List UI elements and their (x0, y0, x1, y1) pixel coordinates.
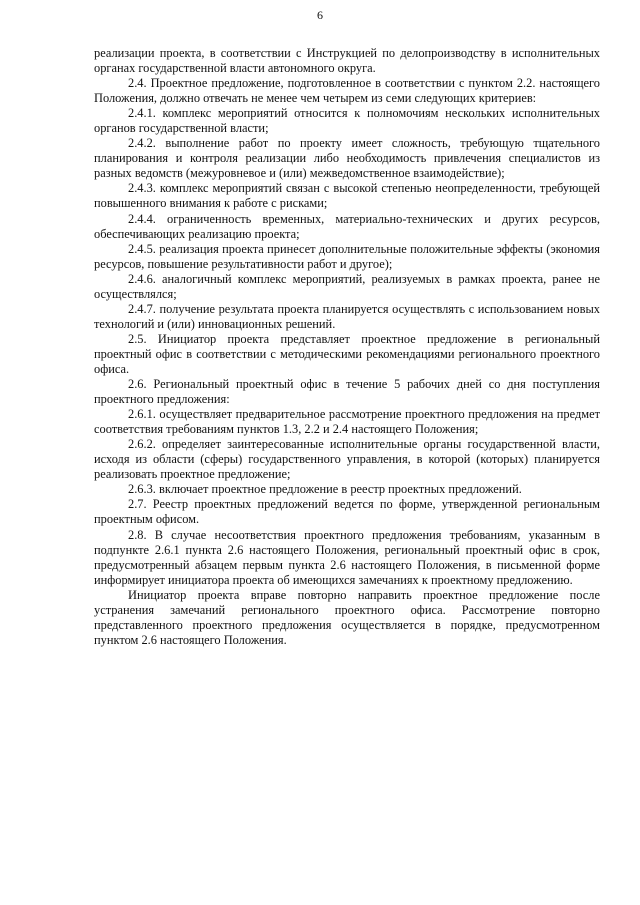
paragraph-2-4: 2.4. Проектное предложение, подготовленное в соответствии с пунктом 2.2. настоящего Положения, должно отвечать не менее чем четырем из семи следующих критериев: (94, 76, 600, 106)
document-body (94, 46, 600, 648)
paragraph-2-4-3: 2.4.3. комплекс мероприятий связан с высокой степенью неопределенности, требующей повышенного внимания к работе с рисками; (94, 181, 600, 211)
paragraph-2-7: 2.7. Реестр проектных предложений ведется по форме, утвержденной региональным проектным офисом. (94, 497, 600, 527)
paragraph-2-5: 2.5. Инициатор проекта представляет проектное предложение в региональный проектный офис в соответствии с методическими рекомендациями регионального проектного офиса. (94, 331, 600, 376)
paragraph-2-4-6: 2.4.6. аналогичный комплекс мероприятий, реализуемых в рамках проекта, ранее не осуществлялся; (94, 271, 600, 301)
paragraph-2-4-5: 2.4.5. реализация проекта принесет дополнительные положительные эффекты (экономия ресурсов, повышение результативности работ и другое); (94, 241, 600, 271)
paragraph-2-6-3: 2.6.3. включает проектное предложение в реестр проектных предложений. (128, 482, 522, 497)
paragraph-2-4-7: 2.4.7. получение результата проекта планируется осуществлять с использованием новых технологий и (или) инновационных решений. (94, 301, 600, 331)
paragraph-resubmission: Инициатор проекта вправе повторно направить проектное предложение после устранения замечаний регионального проектного офиса. Рассмотрение повторно представленного проектного предложения осуществляется в порядке, предусмотренном пунктом 2.6 настоящего Положения. (94, 587, 600, 647)
paragraph-2-8: 2.8. В случае несоответствия проектного предложения требованиям, указанным в подпункте 2.6.1 пункта 2.6 настоящего Положения, региональный проектный офис в срок, предусмотренный абзацем первым пункта 2.6 настоящего Положения, в письменной форме информирует инициатора проекта об имеющихся замечаниях к проектному предложению. (94, 527, 600, 587)
paragraph-2-4-1: 2.4.1. комплекс мероприятий относится к полномочиям нескольких исполнительных органов государственной власти; (94, 106, 600, 136)
paragraph-continuation: реализации проекта, в соответствии с Инструкцией по делопроизводству в исполнительных органах государственной власти автономного округа. (94, 46, 600, 76)
page-number: 6 (317, 8, 323, 22)
paragraph-2-6-2: 2.6.2. определяет заинтересованные исполнительные органы государственной власти, исходя из области (сферы) государственного управления, в которой (которых) планируется реализовать проектное предложение; (94, 437, 600, 482)
paragraph-2-6: 2.6. Региональный проектный офис в течение 5 рабочих дней со дня поступления проектного предложения: (94, 377, 600, 407)
paragraph-2-4-2: 2.4.2. выполнение работ по проекту имеет сложность, требующую тщательного планирования и контроля реализации либо необходимость привлечения специалистов из разных ведомств (межуровневое и (или) межведомственное взаимодействие); (94, 136, 600, 181)
paragraph-2-4-4: 2.4.4. ограниченность временных, материально-технических и других ресурсов, обеспечивающих реализацию проекта; (94, 211, 600, 241)
paragraph-2-6-1: 2.6.1. осуществляет предварительное рассмотрение проектного предложения на предмет соответствия требованиям пунктов 1.3, 2.2 и 2.4 настоящего Положения; (94, 407, 600, 437)
